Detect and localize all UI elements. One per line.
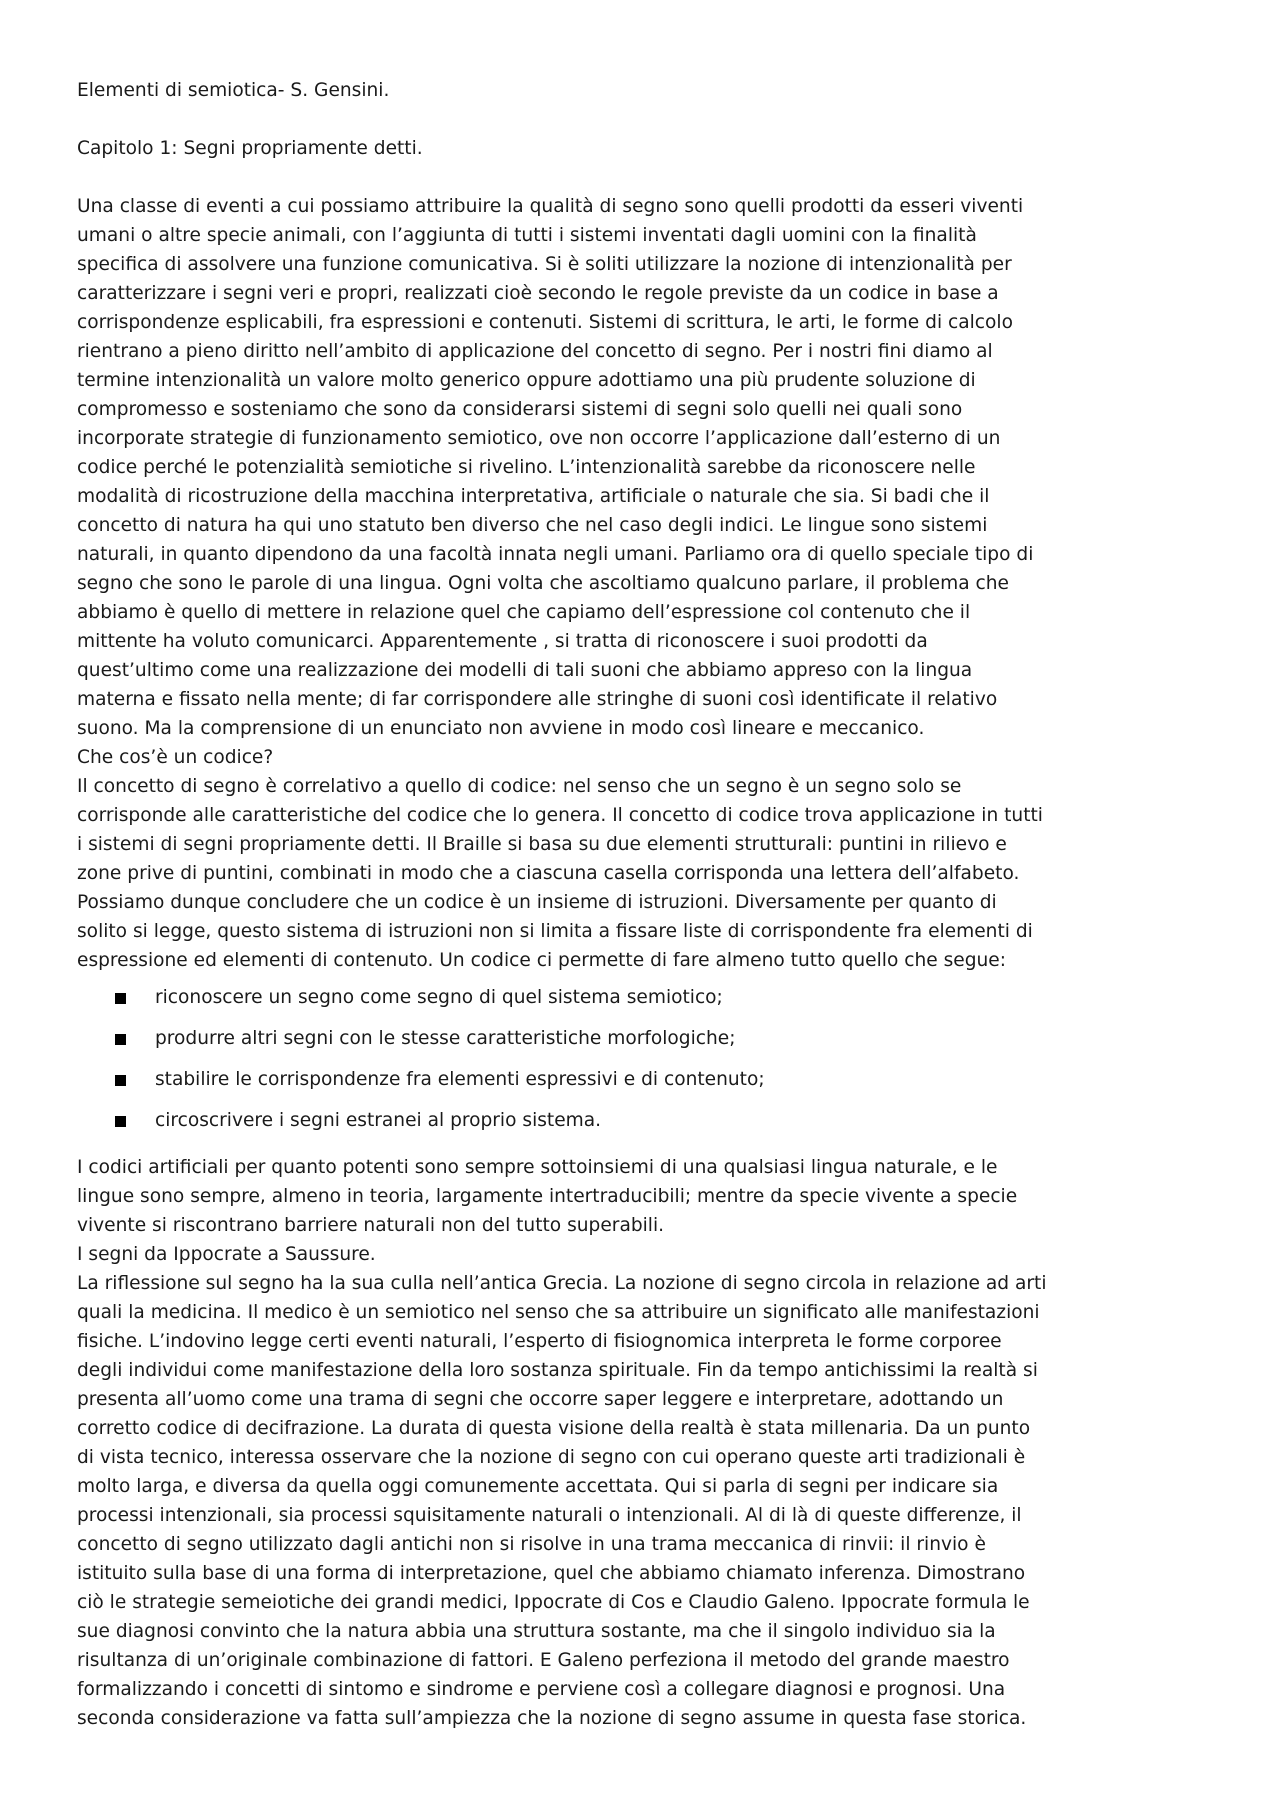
text-line: abbiamo è quello di mettere in relazione quel che capiamo dell’espressione col contenuto che il xyxy=(77,602,971,623)
square-bullet-icon xyxy=(115,1075,126,1086)
text-line: quest’ultimo come una realizzazione dei modelli di tali suoni che abbiamo appreso con la lingua xyxy=(77,660,973,681)
text-line: umani o altre specie animali, con l’aggiunta di tutti i sistemi inventati dagli uomini con la finalità xyxy=(77,225,977,246)
text-line: istituito sulla base di una forma di interpretazione, quel che abbiamo chiamato inferenza. Dimostrano xyxy=(77,1563,1026,1584)
section-heading-codice: Che cos’è un codice? xyxy=(77,747,274,768)
text-line: lingue sono sempre, almeno in teoria, largamente intertraducibili; mentre da specie vivente a specie xyxy=(77,1186,1018,1207)
text-line: seconda considerazione va fatta sull’ampiezza che la nozione di segno assume in questa fase storica. xyxy=(77,1708,1027,1729)
text-line: I codici artificiali per quanto potenti sono sempre sottoinsiemi di una qualsiasi lingua naturale, e le xyxy=(77,1157,998,1178)
text-line: naturali, in quanto dipendono da una facoltà innata negli umani. Parliamo ora di quello speciale tipo di xyxy=(77,544,1034,565)
paragraph-codice xyxy=(77,772,1212,975)
document-title: Elementi di semiotica- S. Gensini. xyxy=(77,80,390,101)
text-line: rientrano a pieno diritto nell’ambito di applicazione del concetto di segno. Per i nostri fini diamo al xyxy=(77,341,993,362)
text-line: solito si legge, questo sistema di istruzioni non si limita a fissare liste di corrispondente fra elementi di xyxy=(77,921,1033,942)
text-line: corretto codice di decifrazione. La durata di questa visione della realtà è stata millenaria. Da un punto xyxy=(77,1418,1031,1439)
text-line: vivente si riscontrano barriere naturali non del tutto superabili. xyxy=(77,1215,665,1236)
text-line: materna e fissato nella mente; di far corrispondere alle stringhe di suoni così identificate il relativo xyxy=(77,689,998,710)
text-line: ciò le strategie semeiotiche dei grandi medici, Ippocrate di Cos e Claudio Galeno. Ippocrate formula le xyxy=(77,1592,1030,1613)
text-line: codice perché le potenzialità semiotiche si rivelino. L’intenzionalità sarebbe da riconoscere nelle xyxy=(77,457,976,478)
square-bullet-icon xyxy=(115,993,126,1004)
bullet-list xyxy=(77,983,1212,1147)
text-line: molto larga, e diversa da quella oggi comunemente accettata. Qui si parla di segni per indicare sia xyxy=(77,1476,999,1497)
text-line: termine intenzionalità un valore molto generico oppure adottiamo una più prudente soluzione di xyxy=(77,370,976,391)
text-line: Il concetto di segno è correlativo a quello di codice: nel senso che un segno è un segno solo se xyxy=(77,776,962,797)
text-line: processi intenzionali, sia processi squisitamente naturali o intenzionali. Al di là di queste differenze, il xyxy=(77,1505,1022,1526)
text-line: corrispondenze esplicabili, fra espressioni e contenuti. Sistemi di scrittura, le arti, le forme di calcolo xyxy=(77,312,1013,333)
list-item xyxy=(77,1024,1212,1065)
list-item-text: riconoscere un segno come segno di quel sistema semiotico; xyxy=(155,987,723,1008)
text-line: risultanza di un’originale combinazione di fattori. E Galeno perfeziona il metodo del grande maestro xyxy=(77,1650,1010,1671)
text-line: i sistemi di segni propriamente detti. Il Braille si basa su due elementi strutturali: puntini in rilievo e xyxy=(77,834,1007,855)
text-line: sue diagnosi convinto che la natura abbia una struttura sostante, ma che il singolo individuo sia la xyxy=(77,1621,996,1642)
text-line: espressione ed elementi di contenuto. Un codice ci permette di fare almeno tutto quello che segue: xyxy=(77,950,1007,971)
text-line: incorporate strategie di funzionamento semiotico, ove non occorre l’applicazione dall’esterno di un xyxy=(77,428,1001,449)
list-item-text: produrre altri segni con le stesse caratteristiche morfologiche; xyxy=(155,1028,736,1049)
text-line: di vista tecnico, interessa osservare che la nozione di segno con cui operano queste arti tradizionali è xyxy=(77,1447,1026,1468)
paragraph-codici-artificiali xyxy=(77,1153,1212,1240)
list-item xyxy=(77,1106,1212,1147)
text-line: formalizzando i concetti di sintomo e sindrome e perviene così a collegare diagnosi e prognosi. Una xyxy=(77,1679,1006,1700)
list-item-text: stabilire le corrispondenze fra elementi espressivi e di contenuto; xyxy=(155,1069,765,1090)
text-line: degli individui come manifestazione della loro sostanza spirituale. Fin da tempo antichissimi la realtà si xyxy=(77,1360,1038,1381)
text-line: suono. Ma la comprensione di un enunciato non avviene in modo così lineare e meccanico. xyxy=(77,718,925,739)
list-item-text: circoscrivere i segni estranei al proprio sistema. xyxy=(155,1110,602,1131)
text-line: corrisponde alle caratteristiche del codice che lo genera. Il concetto di codice trova applicazione in tutti xyxy=(77,805,1043,826)
section-heading-ippocrate: I segni da Ippocrate a Saussure. xyxy=(77,1244,376,1265)
text-line: concetto di natura ha qui uno statuto ben diverso che nel caso degli indici. Le lingue sono sistemi xyxy=(77,515,988,536)
text-line: Una classe di eventi a cui possiamo attribuire la qualità di segno sono quelli prodotti da esseri viventi xyxy=(77,196,1024,217)
document-body xyxy=(77,76,1212,1733)
text-line: specifica di assolvere una funzione comunicativa. Si è soliti utilizzare la nozione di intenzionalità per xyxy=(77,254,1012,275)
text-line: presenta all’uomo come una trama di segni che occorre saper leggere e interpretare, adottando un xyxy=(77,1389,1004,1410)
list-item xyxy=(77,1065,1212,1106)
text-line: modalità di ricostruzione della macchina interpretativa, artificiale o naturale che sia. Si badi che il xyxy=(77,486,990,507)
square-bullet-icon xyxy=(115,1034,126,1045)
chapter-heading: Capitolo 1: Segni propriamente detti. xyxy=(77,138,423,159)
paragraph-intro xyxy=(77,192,1212,743)
text-line: fisiche. L’indovino legge certi eventi naturali, l’esperto di fisiognomica interpreta le forme corporee xyxy=(77,1331,1002,1352)
text-line: Possiamo dunque concludere che un codice è un insieme di istruzioni. Diversamente per quanto di xyxy=(77,892,997,913)
list-item xyxy=(77,983,1212,1024)
text-line: zone prive di puntini, combinati in modo che a ciascuna casella corrisponda una lettera dell’alfabeto. xyxy=(77,863,1020,884)
paragraph-ippocrate xyxy=(77,1269,1212,1733)
text-line: mittente ha voluto comunicarci. Apparentemente , si tratta di riconoscere i suoi prodotti da xyxy=(77,631,928,652)
text-line: caratterizzare i segni veri e propri, realizzati cioè secondo le regole previste da un codice in base a xyxy=(77,283,999,304)
text-line: compromesso e sosteniamo che sono da considerarsi sistemi di segni solo quelli nei quali sono xyxy=(77,399,963,420)
square-bullet-icon xyxy=(115,1116,126,1127)
text-line: segno che sono le parole di una lingua. Ogni volta che ascoltiamo qualcuno parlare, il problema che xyxy=(77,573,1009,594)
text-line: La riflessione sul segno ha la sua culla nell’antica Grecia. La nozione di segno circola in relazione ad arti xyxy=(77,1273,1047,1294)
text-line: quali la medicina. Il medico è un semiotico nel senso che sa attribuire un significato alle manifestazioni xyxy=(77,1302,1040,1323)
text-line: concetto di segno utilizzato dagli antichi non si risolve in una trama meccanica di rinvii: il rinvio è xyxy=(77,1534,986,1555)
